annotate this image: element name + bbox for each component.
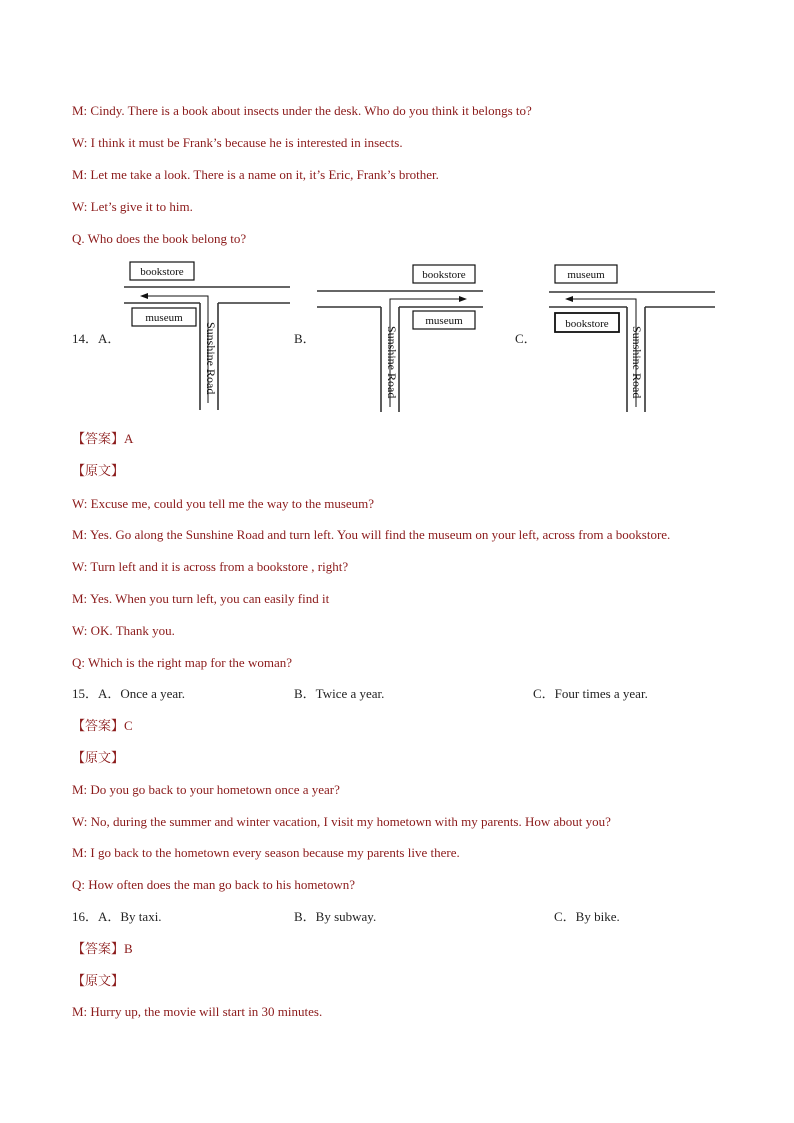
road-label: Sunshine Road [385, 326, 399, 399]
dialog-line: M: Do you go back to your hometown once a year? [72, 782, 340, 797]
dialog-line: W: I think it must be Frank’s because he is interested in insects. [72, 135, 403, 150]
option-a: 15．A．Once a year. [72, 686, 185, 701]
dialog-line: M: Cindy. There is a book about insects under the desk. Who do you think it belongs to? [72, 103, 532, 118]
dialog-line: M: Hurry up, the movie will start in 30 minutes. [72, 1004, 323, 1019]
map-option-b [315, 262, 490, 417]
map-top-label: bookstore [422, 269, 466, 281]
answer-label: 【答案】C [72, 718, 133, 733]
original-label: 【原文】 [72, 463, 125, 478]
dialog-line: W: Turn left and it is across from a bookstore , right? [72, 559, 349, 574]
question-number: 14．A． [72, 331, 121, 346]
map-top-label: bookstore [140, 266, 184, 278]
option-c: C．Four times a year. [533, 686, 648, 701]
map-option-a [120, 258, 295, 413]
dialog-line: M: Yes. Go along the Sunshine Road and turn left. You will find the museum on your left, across from a bookstore. [72, 527, 671, 542]
question-line: Q. Who does the book belong to? [72, 231, 247, 246]
dialog-line: W: OK. Thank you. [72, 623, 175, 638]
dialog-line: M: Let me take a look. There is a name on it, it’s Eric, Frank’s brother. [72, 167, 439, 182]
option-a: 16．A．By taxi. [72, 909, 162, 924]
option-b: B．By subway. [294, 909, 377, 924]
answer-label: 【答案】B [72, 941, 133, 956]
map-option-c [545, 262, 720, 417]
option-c: C．By bike. [554, 909, 620, 924]
map-top-label: museum [567, 269, 605, 281]
option-label: C． [515, 331, 537, 346]
question-line: Q: How often does the man go back to his hometown? [72, 877, 356, 892]
map-bottom-label: museum [145, 312, 183, 324]
road-label: Sunshine Road [204, 322, 218, 395]
option-label: B． [294, 331, 316, 346]
dialog-line: W: No, during the summer and winter vacation, I visit my hometown with my parents. How about you? [72, 814, 611, 829]
option-b: B．Twice a year. [294, 686, 385, 701]
original-label: 【原文】 [72, 973, 125, 988]
road-label: Sunshine Road [630, 326, 644, 399]
original-label: 【原文】 [72, 750, 125, 765]
dialog-line: M: Yes. When you turn left, you can easily find it [72, 591, 330, 606]
dialog-line: W: Excuse me, could you tell me the way to the museum? [72, 496, 375, 511]
dialog-line: M: I go back to the hometown every season because my parents live there. [72, 845, 460, 860]
answer-label: 【答案】A [72, 431, 134, 446]
dialog-line: W: Let’s give it to him. [72, 199, 193, 214]
map-bottom-label: museum [425, 315, 463, 327]
map-bottom-label: bookstore [565, 318, 609, 330]
question-line: Q: Which is the right map for the woman? [72, 655, 292, 670]
